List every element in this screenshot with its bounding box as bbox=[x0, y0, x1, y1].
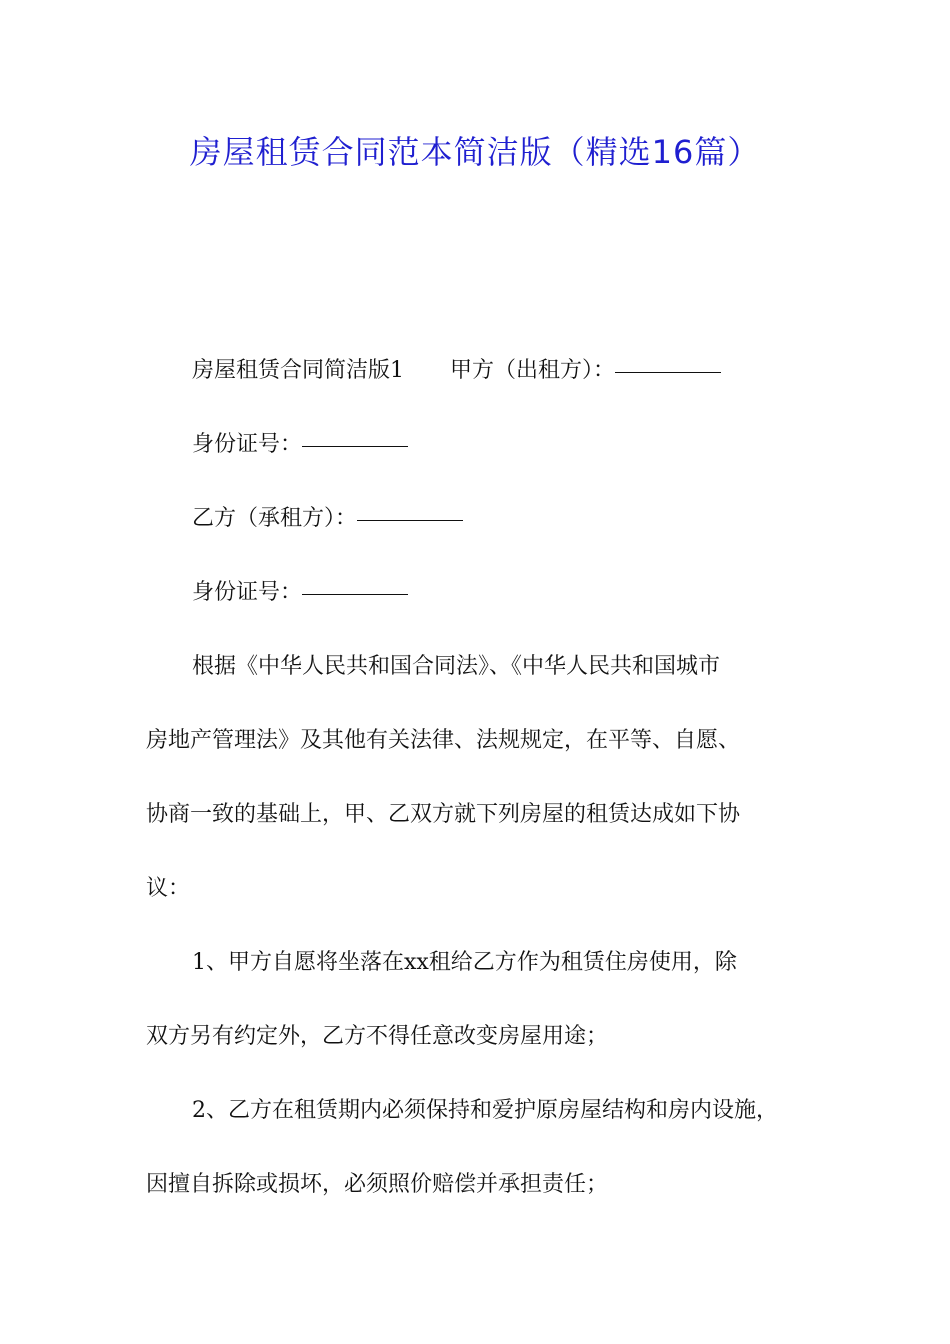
party-a-id-label: 身份证号： bbox=[192, 432, 303, 457]
party-a-id-line bbox=[146, 408, 806, 482]
party-a-line bbox=[146, 334, 806, 408]
intro-line: 根据《中华人民共和国合同法》、《中华人民共和国城市 bbox=[192, 654, 721, 679]
clause-2-line: 因擅自拆除或损坏，必须照价赔偿并承担责任； bbox=[146, 1172, 609, 1197]
clause-1-line: 1、甲方自愿将坐落在xx租给乙方作为租赁住房使用，除 bbox=[192, 950, 737, 975]
party-b-id-label: 身份证号： bbox=[192, 580, 303, 605]
party-b-label: 乙方（承租方）： bbox=[192, 506, 358, 531]
clause-1-line: 双方另有约定外，乙方不得任意改变房屋用途； bbox=[146, 1024, 609, 1049]
intro-line: 议： bbox=[146, 876, 191, 901]
document-body bbox=[146, 334, 806, 1222]
party-b-blank bbox=[357, 498, 463, 521]
party-a-label: 甲方（出租方）： bbox=[450, 358, 616, 383]
party-a-id-blank bbox=[302, 424, 408, 447]
party-a-blank bbox=[615, 350, 721, 373]
party-b-id-line bbox=[146, 556, 806, 630]
intro-line: 协商一致的基础上，甲、乙双方就下列房屋的租赁达成如下协 bbox=[146, 802, 741, 827]
document-title: 房屋租赁合同范本简洁版（精选16篇） bbox=[189, 133, 761, 171]
intro-line: 房地产管理法》及其他有关法律、法规规定，在平等、自愿、 bbox=[146, 728, 741, 753]
party-b-line bbox=[146, 482, 806, 556]
party-b-id-blank bbox=[302, 572, 408, 595]
section-label: 房屋租赁合同简洁版1 bbox=[192, 358, 404, 383]
clause-2-line: 2、乙方在租赁期内必须保持和爱护原房屋结构和房内设施， bbox=[192, 1098, 778, 1123]
